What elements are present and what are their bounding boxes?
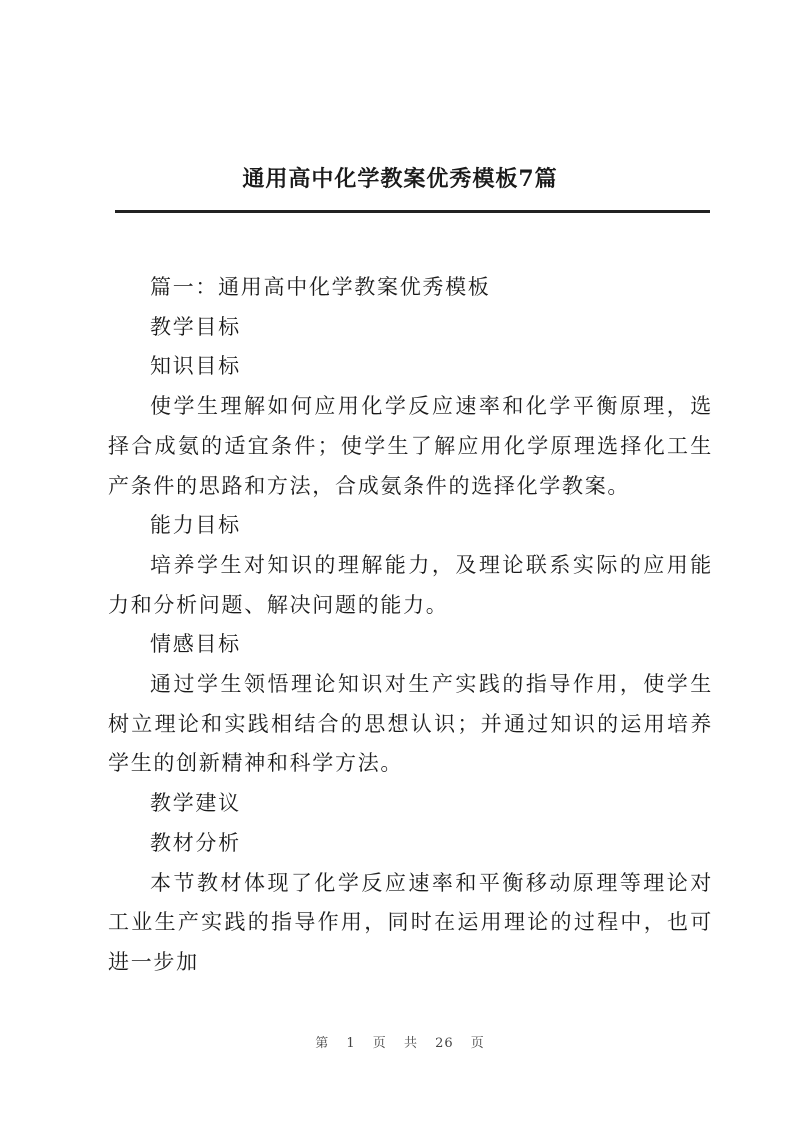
paragraph: 教学建议 <box>150 791 241 816</box>
page-footer <box>0 1032 800 1051</box>
paragraph: 情感目标 <box>150 632 241 657</box>
paragraph: 篇一：通用高中化学教案优秀模板 <box>150 275 491 299</box>
paragraph: 本节教材体现了化学反应速率和平衡移动原理等理论对工业生产实践的指导作用，同时在运用理论的过程中，也可进一步加 <box>108 870 713 974</box>
footer-page-number: 1 <box>346 1036 356 1051</box>
footer-di: 第 <box>315 1036 330 1051</box>
paragraph: 教材分析 <box>150 830 241 855</box>
document-title: 通用高中化学教案优秀模板7篇 <box>242 166 558 192</box>
footer-gong: 共 <box>403 1036 418 1051</box>
paragraph: 通过学生领悟理论知识对生产实践的指导作用，使学生树立理论和实践相结合的思想认识；并通过知识的运用培养学生的创新精神和科学方法。 <box>108 672 713 776</box>
title-divider <box>115 210 710 213</box>
document-body <box>108 268 713 983</box>
footer-ye2: 页 <box>470 1036 485 1051</box>
footer-ye: 页 <box>372 1036 387 1051</box>
paragraph: 使学生理解如何应用化学反应速率和化学平衡原理，选择合成氨的适宜条件；使学生了解应用化学原理选择化工生产条件的思路和方法，合成氨条件的选择化学教案。 <box>108 394 713 498</box>
paragraph: 知识目标 <box>150 354 241 379</box>
paragraph: 教学目标 <box>150 314 241 339</box>
footer-total-pages: 26 <box>435 1036 454 1051</box>
paragraph: 能力目标 <box>150 513 241 538</box>
paragraph: 培养学生对知识的理解能力，及理论联系实际的应用能力和分析问题、解决问题的能力。 <box>108 552 713 617</box>
